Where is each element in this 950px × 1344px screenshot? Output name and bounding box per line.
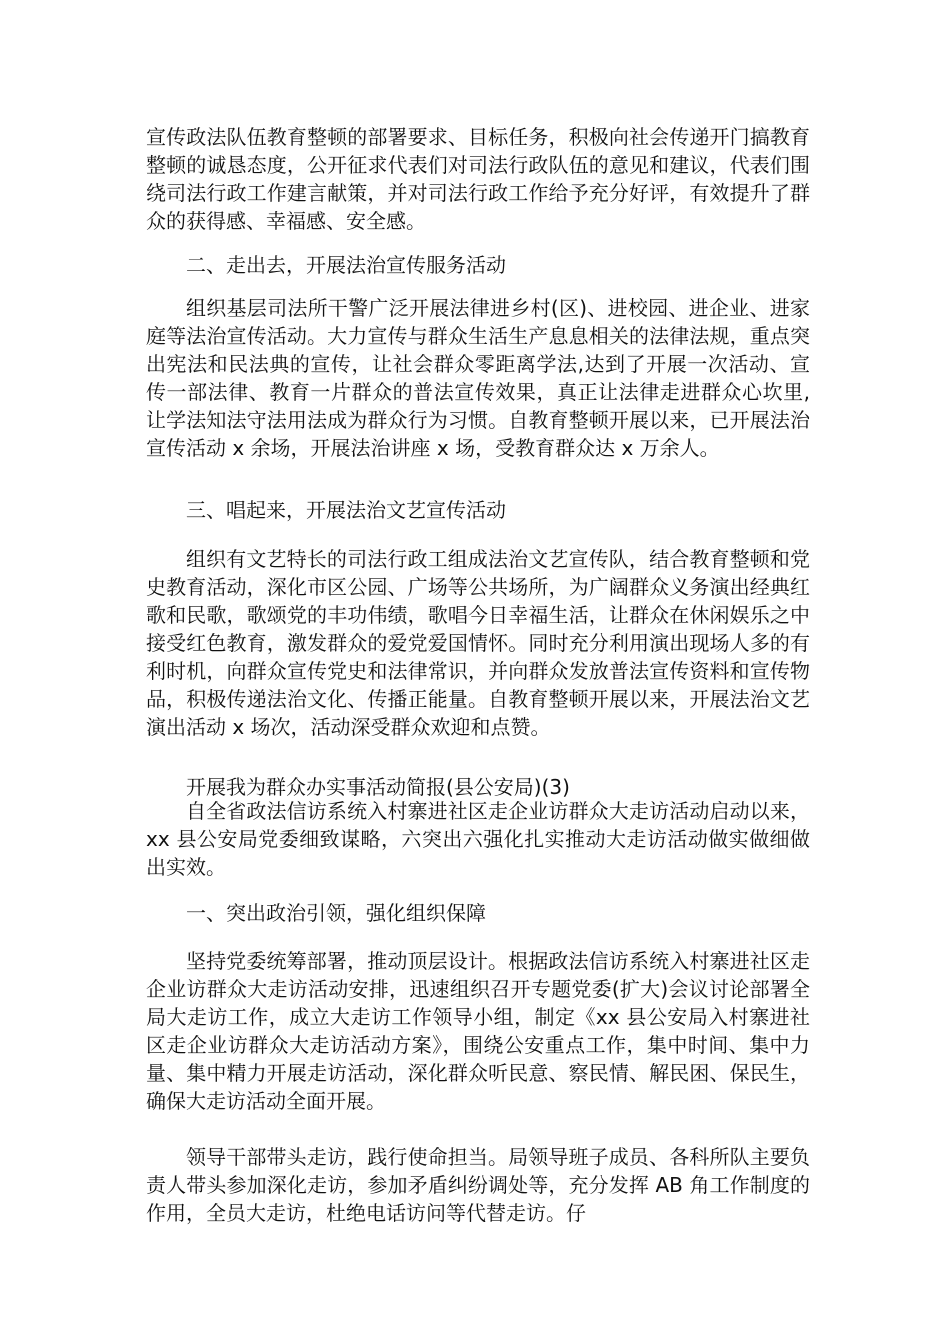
- section-heading-3: [146, 496, 810, 524]
- paragraph-text: 自全省政法信访系统入村寨进社区走企业访群众大走访活动启动以来，xx 县公安局党委细致谋略，六突出六强化扎实推动大走访活动做实做细做出实效。: [146, 799, 810, 879]
- paragraph-text: 组织有文艺特长的司法行政工组成法治文艺宣传队，结合教育整顿和党史教育活动，深化市区公园、广场等公共场所，为广阔群众义务演出经典红歌和民歌，歌颂党的丰功伟绩，歌唱今日幸福生活，让群众在休闲娱乐之中接受红色教育，激发群众的爱党爱国情怀。同时充分利用演出现场人多的有利时机，向群众宣传党史和法律常识，并向群众发放普法宣传资料和宣传物品，积极传递法治文化、传播正能量。自教育整顿开展以来，开展法治文艺演出活动 x 场次，活动深受群众欢迎和点赞。: [146, 547, 810, 739]
- paragraph-text: 坚持党委统筹部署，推动顶层设计。根据政法信访系统入村寨进社区走企业访群众大走访活动安排，迅速组织召开专题党委(扩大)会议讨论部署全局大走访工作，成立大走访工作领导小组，制定《xx 县公安局入村寨进社区走企业访群众大走访活动方案》，围绕公安重点工作，集中时间、集中力量、集中精力开展走访活动，深化群众听民意、察民情、解民困、保民生，确保大走访活动全面开展。: [146, 949, 810, 1113]
- paragraph-text: 组织基层司法所干警广泛开展法律进乡村(区)、进校园、进企业、进家庭等法治宣传活动。大力宣传与群众生活生产息息相关的法律法规，重点突出宪法和民法典的宣传，让社会群众零距离学法,达到了开展一次活动、宣传一部法律、教育一片群众的普法宣传效果，真正让法律走进群众心坎里,让学法知法守法用法成为群众行为习惯。自教育整顿开展以来，已开展法治宣传活动 x 余场，开展法治讲座 x 场，受教育群众达 x 万余人。: [146, 296, 810, 460]
- paragraph-text: 宣传政法队伍教育整顿的部署要求、目标任务，积极向社会传递开门搞教育整顿的诚恳态度，公开征求代表们对司法行政队伍的意见和建议，代表们围绕司法行政工作建言献策，并对司法行政工作给予充分好评，有效提升了群众的获得感、幸福感、安全感。: [146, 125, 810, 233]
- briefing-title-text: 开展我为群众办实事活动简报(县公安局)(3): [186, 775, 570, 799]
- paragraph-text: 领导干部带头走访，践行使命担当。局领导班子成员、各科所队主要负责人带头参加深化走访，参加矛盾纠纷调处等，充分发挥 AB 角工作制度的作用，全员大走访，杜绝电话访问等代替走访。仔: [146, 1145, 810, 1225]
- heading-text: 一、突出政治引领，强化组织保障: [186, 901, 486, 925]
- paragraph-art-promotion: [146, 545, 810, 741]
- paragraph-intro-continuation: [146, 123, 810, 235]
- paragraph-leader-visits: [146, 1143, 810, 1227]
- heading-text: 二、走出去，开展法治宣传服务活动: [186, 253, 506, 277]
- paragraph-top-design: [146, 947, 810, 1115]
- section-heading-1: [146, 899, 810, 927]
- section-heading-2: [146, 251, 810, 279]
- heading-text: 三、唱起来，开展法治文艺宣传活动: [186, 498, 506, 522]
- paragraph-briefing-intro: [146, 797, 810, 881]
- paragraph-legal-promotion: [146, 294, 810, 462]
